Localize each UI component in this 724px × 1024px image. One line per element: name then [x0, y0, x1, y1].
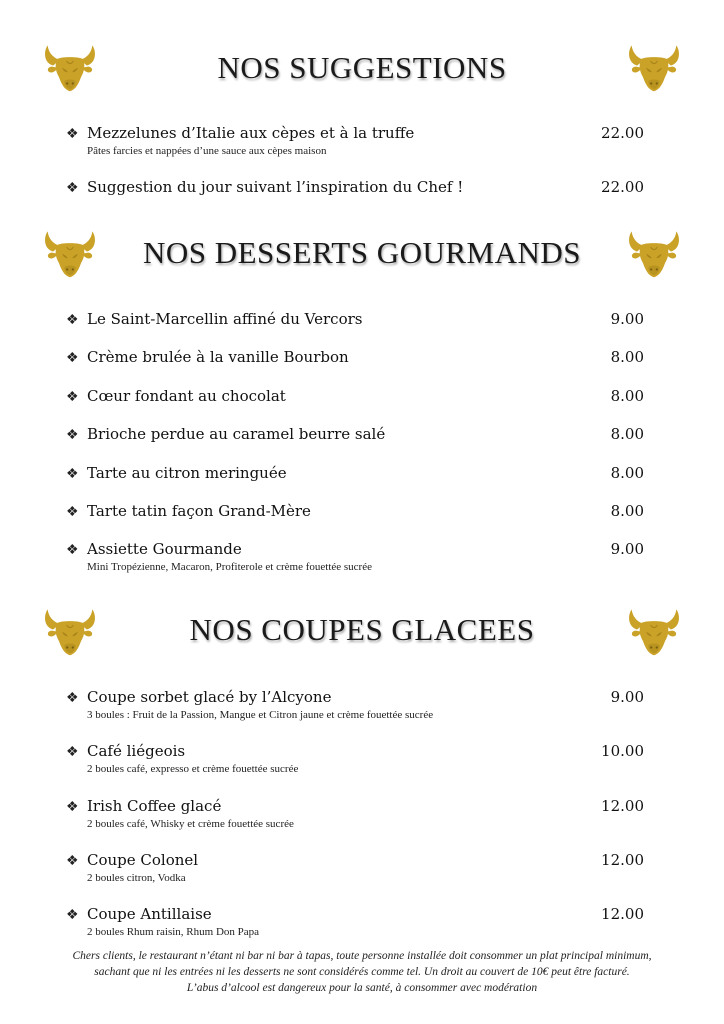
menu-item: [66, 178, 644, 198]
menu-item: [66, 425, 644, 445]
diamond-bullet-icon: ❖: [66, 350, 79, 366]
item-price: 8.00: [610, 348, 644, 366]
section-title-suggestions: NOS SUGGESTIONS: [217, 50, 507, 85]
item-name: Suggestion du jour suivant l’inspiration du Chef !: [87, 178, 464, 196]
item-price: 9.00: [610, 540, 644, 558]
diamond-bullet-icon: ❖: [66, 126, 79, 142]
item-name: Tarte au citron meringuée: [87, 464, 287, 482]
diamond-bullet-icon: ❖: [66, 799, 79, 815]
item-name: Tarte tatin façon Grand-Mère: [87, 502, 311, 520]
item-description: 3 boules : Fruit de la Passion, Mangue et Citron jaune et crème fouettée sucrée: [87, 709, 434, 721]
item-name: Coupe Antillaise: [87, 905, 212, 923]
diamond-bullet-icon: ❖: [66, 312, 79, 328]
diamond-bullet-icon: ❖: [66, 907, 79, 923]
menu-item: [66, 540, 644, 573]
item-price: 8.00: [610, 387, 644, 405]
item-name: Cœur fondant au chocolat: [87, 387, 286, 405]
section-title-coupes: NOS COUPES GLACEES: [189, 612, 535, 647]
diamond-bullet-icon: ❖: [66, 542, 79, 558]
item-price: 8.00: [610, 464, 644, 482]
menu-item: [66, 905, 644, 938]
menu-item: [66, 124, 644, 157]
menu-item: [66, 742, 644, 775]
item-description: 2 boules citron, Vodka: [87, 872, 186, 884]
footer-line: L’abus d’alcool est dangereux pour la santé, à consommer avec modération: [186, 982, 538, 994]
item-price: 12.00: [601, 905, 644, 923]
item-name: Café liégeois: [87, 742, 186, 760]
menu-item: [66, 502, 644, 522]
diamond-bullet-icon: ❖: [66, 744, 79, 760]
diamond-bullet-icon: ❖: [66, 427, 79, 443]
item-description: Pâtes farcies et nappées d’une sauce aux cèpes maison: [87, 145, 327, 157]
item-price: 12.00: [601, 851, 644, 869]
menu-item: [66, 797, 644, 830]
menu-item: [66, 688, 644, 721]
item-name: Irish Coffee glacé: [87, 797, 222, 815]
item-name: Coupe sorbet glacé by l’Alcyone: [87, 688, 332, 706]
item-description: 2 boules café, expresso et crème fouettée sucrée: [87, 763, 299, 775]
diamond-bullet-icon: ❖: [66, 504, 79, 520]
item-description: 2 boules café, Whisky et crème fouettée sucrée: [87, 818, 294, 830]
footer-line: sachant que ni les entrées ni les desserts ne sont considérés comme tel. Un droit au couvert de 10€ peut être facturé.: [94, 966, 630, 978]
item-name: Crème brulée à la vanille Bourbon: [87, 348, 349, 366]
item-name: Assiette Gourmande: [87, 540, 242, 558]
item-price: 22.00: [601, 124, 644, 142]
item-name: Brioche perdue au caramel beurre salé: [87, 425, 386, 443]
diamond-bullet-icon: ❖: [66, 853, 79, 869]
menu-item: [66, 464, 644, 484]
footer-line: Chers clients, le restaurant n’étant ni bar ni bar à tapas, toute personne installée doit consommer un plat principal minimum,: [72, 950, 652, 962]
menu-item: [66, 348, 644, 368]
item-price: 9.00: [610, 688, 644, 706]
item-description: 2 boules Rhum raisin, Rhum Don Papa: [87, 926, 260, 938]
item-price: 10.00: [601, 742, 644, 760]
item-price: 8.00: [610, 502, 644, 520]
item-name: Coupe Colonel: [87, 851, 199, 869]
diamond-bullet-icon: ❖: [66, 180, 79, 196]
item-price: 22.00: [601, 178, 644, 196]
menu-item: [66, 387, 644, 407]
menu-item: [66, 851, 644, 884]
menu-item: [66, 310, 644, 330]
diamond-bullet-icon: ❖: [66, 690, 79, 706]
footer-notice: [20, 948, 704, 996]
item-description: Mini Tropézienne, Macaron, Profiterole et crème fouettée sucrée: [87, 561, 372, 573]
diamond-bullet-icon: ❖: [66, 466, 79, 482]
diamond-bullet-icon: ❖: [66, 389, 79, 405]
section-title-desserts: NOS DESSERTS GOURMANDS: [142, 235, 582, 270]
item-price: 12.00: [601, 797, 644, 815]
item-name: Le Saint-Marcellin affiné du Vercors: [87, 310, 363, 328]
item-price: 9.00: [610, 310, 644, 328]
item-price: 8.00: [610, 425, 644, 443]
item-name: Mezzelunes d’Italie aux cèpes et à la truffe: [87, 124, 415, 142]
